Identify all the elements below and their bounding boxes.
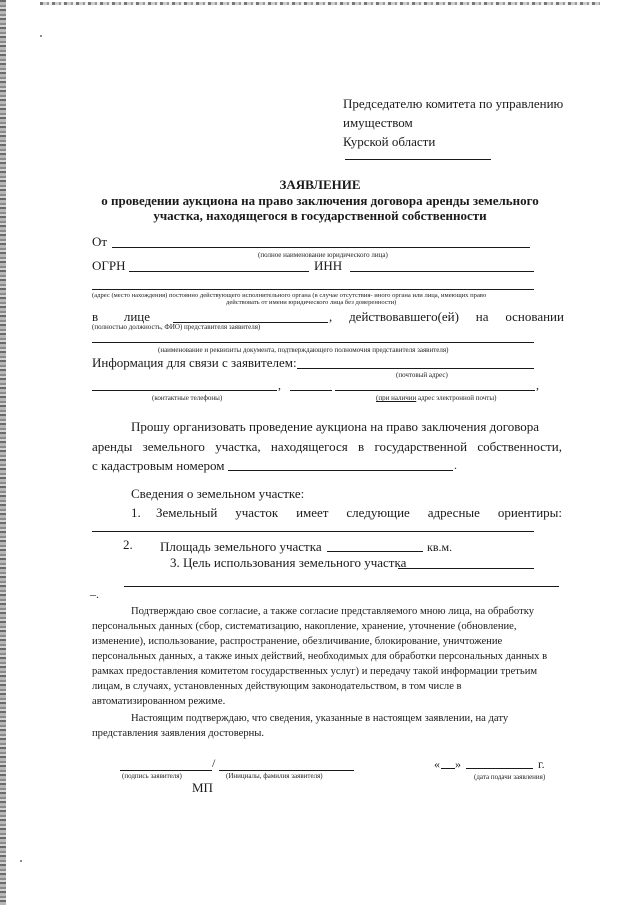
- plot-item-word: адресные: [427, 505, 480, 520]
- signature-slash: /: [212, 756, 216, 770]
- address-field-line[interactable]: [92, 289, 534, 290]
- confirm-line-1: Настоящим подтверждаю, что сведения, указанные в настоящем заявлении, на дату: [131, 713, 509, 724]
- plot-item-word: Земельный: [156, 505, 218, 520]
- date-year-suffix: г.: [538, 757, 545, 771]
- plot-item-2-number: 2.: [123, 537, 133, 552]
- plot-address-field-line[interactable]: [92, 531, 534, 532]
- date-month-year-field-line[interactable]: [466, 768, 533, 769]
- acting-on-basis-label: [329, 309, 564, 324]
- plot-item-1-text: [156, 505, 562, 520]
- initials-field-line[interactable]: [219, 770, 354, 771]
- from-label: От: [92, 234, 108, 249]
- consent-line: рамках предоставления комитетом государственных услуг) и передачу такой информации третьим: [92, 666, 538, 677]
- contact-info-label: Информация для связи с заявителем:: [92, 355, 297, 370]
- scan-speck: [20, 860, 22, 862]
- person-word: лице: [123, 309, 150, 324]
- plot-item-word: участок: [235, 505, 279, 520]
- scan-edge-top: [40, 2, 600, 5]
- document-subtitle-line-1: о проведении аукциона на право заключения договора аренды земельного: [101, 193, 539, 208]
- inn-field-line[interactable]: [350, 271, 534, 272]
- date-hint: (дата подачи заявления): [474, 773, 546, 781]
- plot-item-2-label: Площадь земельного участка: [160, 539, 322, 554]
- date-day-field-line[interactable]: [441, 768, 455, 769]
- signature-field-line[interactable]: [120, 770, 212, 771]
- plot-item-3-label: 3. Цель использования земельного участка: [170, 555, 407, 570]
- plot-info-header: Сведения о земельном участке:: [131, 486, 305, 501]
- basis-document-field-line[interactable]: [92, 342, 534, 343]
- addressee-line-3: Курской области: [343, 134, 436, 149]
- request-word: аренды: [92, 439, 133, 454]
- plot-item-word: имеет: [296, 505, 329, 520]
- document-title: ЗАЯВЛЕНИЕ: [279, 177, 361, 192]
- acting-word: основании: [505, 309, 564, 324]
- consent-line: персональных данных, а также иных действий, необходимых для обработки персональных данных в: [92, 651, 548, 662]
- consent-line: персональных данных (сбор, систематизацию, накопление, хранение, уточнение (обновление,: [92, 621, 517, 632]
- plot-item-word: ориентиры:: [497, 505, 562, 520]
- from-field-line[interactable]: [112, 247, 530, 248]
- date-open-quote: «: [434, 757, 440, 771]
- inn-label: ИНН: [314, 258, 343, 273]
- plot-item-1-number: 1.: [131, 505, 141, 520]
- plot-purpose-continuation-line[interactable]: [124, 586, 559, 587]
- scan-edge-left: [0, 0, 6, 905]
- request-word: земельного: [142, 439, 205, 454]
- plot-area-field-line[interactable]: [327, 551, 423, 552]
- request-line-1: Прошу организовать проведение аукциона на право заключения договора: [131, 419, 540, 434]
- addressee-line-1: Председателю комитета по управлению: [343, 96, 564, 111]
- plot-purpose-dash: –.: [90, 587, 99, 601]
- signature-hint: (подпись заявителя): [122, 772, 182, 780]
- ogrn-field-line[interactable]: [129, 271, 309, 272]
- cadastral-number-label: с кадастровым номером: [92, 458, 225, 473]
- date-close-quote: »: [455, 757, 461, 771]
- plot-purpose-field-line[interactable]: [398, 568, 534, 569]
- person-label: [92, 309, 150, 324]
- plot-item-word: следующие: [346, 505, 410, 520]
- phone-field-line[interactable]: [92, 390, 277, 391]
- phone-extra-field-line[interactable]: [290, 390, 332, 391]
- initials-hint: (Инициалы, фамилия заявителя): [226, 772, 323, 780]
- confirm-line-2: представления заявления достоверны.: [92, 728, 265, 739]
- email-hint-rest: адрес электронной почты): [416, 394, 497, 402]
- postal-address-field-line[interactable]: [297, 368, 534, 369]
- person-hint: (полностью должность, ФИО) представителя заявителя): [92, 323, 261, 331]
- phone-separator: ,: [278, 378, 281, 392]
- consent-line: Подтверждаю свое согласие, а также согласие представляемого мною лица, на обработку: [131, 606, 535, 617]
- stamp-place-label: МП: [192, 780, 213, 795]
- email-hint-underlined: (при наличии: [376, 394, 417, 402]
- request-line-2: [92, 439, 562, 454]
- basis-document-hint: (наименование и реквизиты документа, подтверждающего полномочия представителя заявителя): [158, 346, 449, 354]
- consent-line: изменение), использование, распространение, обезличивание, блокирование, уничтожение: [92, 636, 503, 647]
- email-separator: ,: [536, 378, 539, 392]
- request-word: участка,: [215, 439, 261, 454]
- request-word: государственной: [374, 439, 468, 454]
- consent-line: лицам, в случаях, установленных действующим законодательством, в том числе в: [92, 681, 462, 692]
- request-word: собственности,: [477, 439, 562, 454]
- email-field-line[interactable]: [335, 390, 535, 391]
- scan-speck: [40, 35, 42, 37]
- acting-word: действовавшего(ей): [349, 309, 459, 324]
- cadastral-number-period: .: [454, 458, 457, 472]
- from-hint: (полное наименование юридического лица): [258, 251, 388, 259]
- ogrn-label: ОГРН: [92, 258, 126, 273]
- addressee-signature-line: [345, 159, 491, 160]
- document-subtitle-line-2: участка, находящегося в государственной собственности: [153, 208, 487, 223]
- request-word: находящегося: [270, 439, 348, 454]
- phone-hint: (контактные телефоны): [152, 394, 223, 402]
- request-word: в: [358, 439, 365, 454]
- address-hint-line-2: действовать от имени юридического лица без доверенности): [226, 299, 397, 306]
- consent-line: автоматизированном режиме.: [92, 696, 226, 707]
- addressee-line-2: имуществом: [343, 115, 413, 130]
- cadastral-number-field-line[interactable]: [228, 470, 453, 471]
- postal-address-hint: (почтовый адрес): [396, 371, 448, 379]
- address-hint-line-1: (адрес (место нахождения) постоянно действующего исполнительного органа (в случае отсутствия- иного органа или лица, имеющих право: [92, 292, 487, 299]
- plot-area-unit: кв.м.: [427, 540, 453, 554]
- acting-word: ,: [329, 309, 333, 324]
- person-word: в: [92, 309, 99, 324]
- acting-word: на: [475, 309, 489, 324]
- email-hint: [376, 394, 496, 402]
